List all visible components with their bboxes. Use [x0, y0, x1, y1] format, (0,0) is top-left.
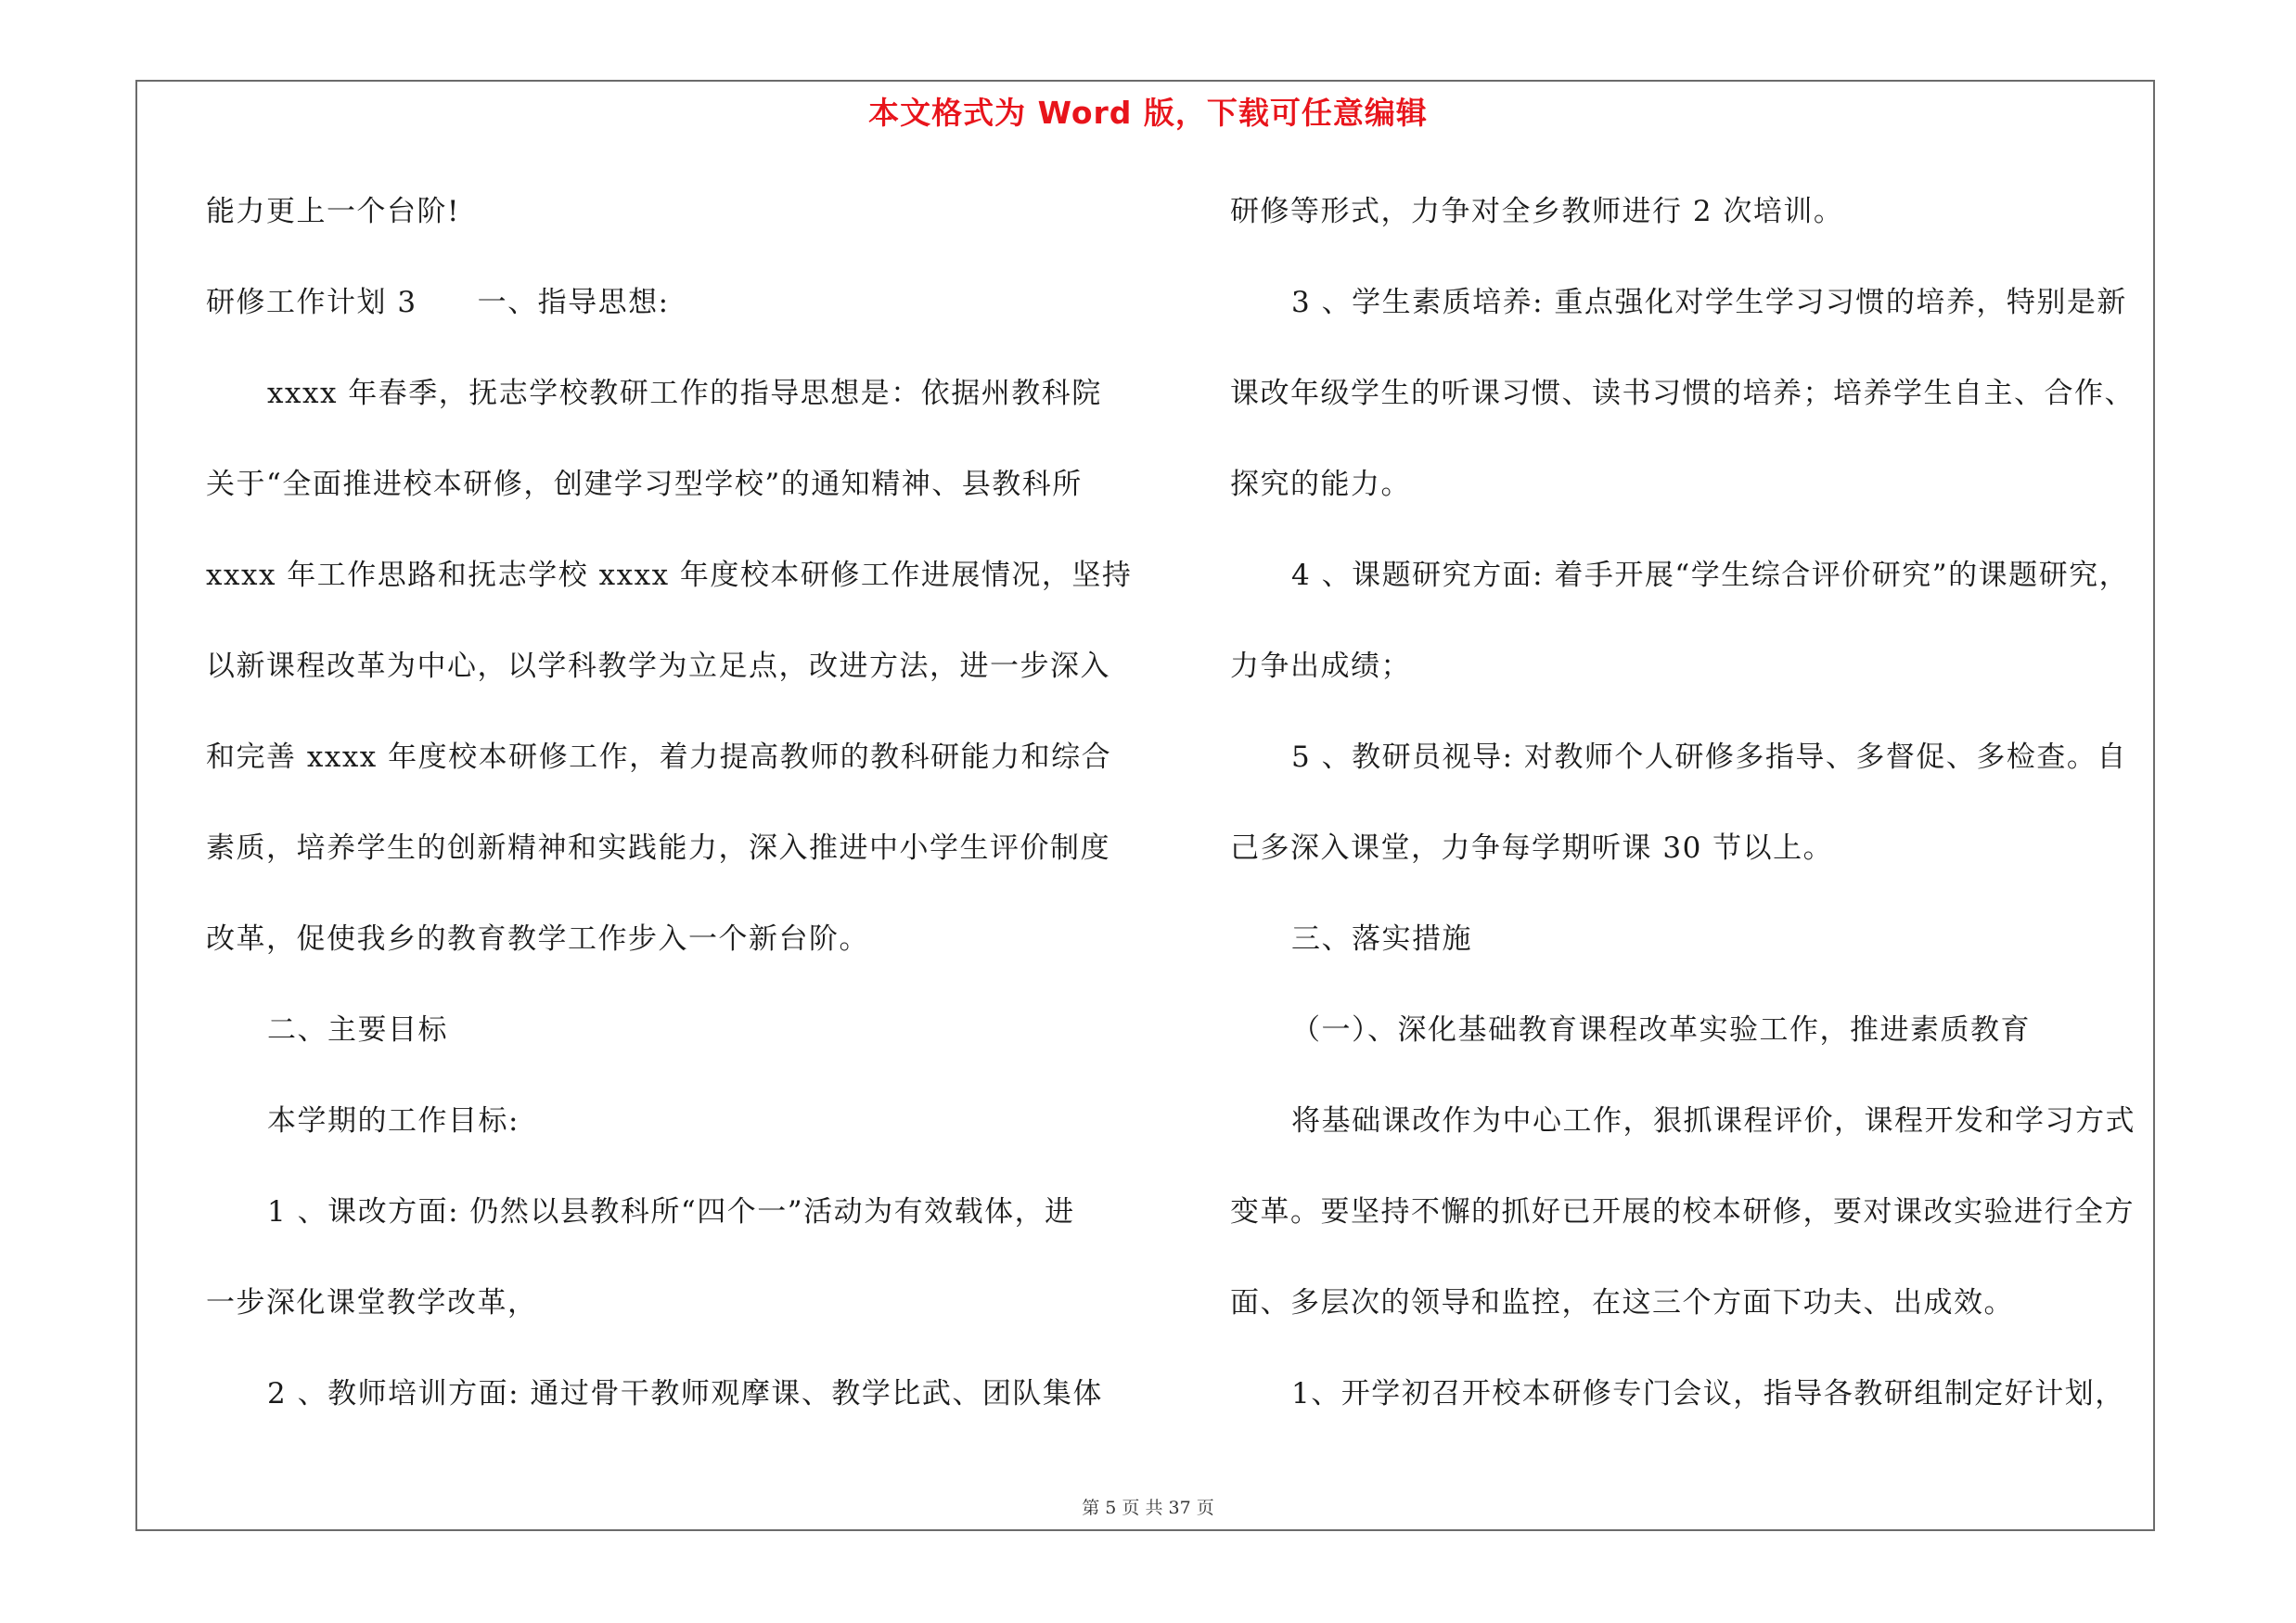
- text-line: 能力更上一个台阶!: [206, 195, 460, 228]
- text-line: 己多深入课堂，力争每学期听课 30 节以上。: [1230, 831, 1834, 865]
- text-line: 改革，促使我乡的教育教学工作步入一个新台阶。: [206, 922, 869, 956]
- text-line: xxxx 年春季，抚志学校教研工作的指导思想是：依据州教科院: [267, 377, 1102, 410]
- text-line: 5 、教研员视导: 对教师个人研修多指导、多督促、多检查。自: [1291, 741, 2127, 774]
- format-banner: 本文格式为 Word 版，下载可任意编辑: [868, 95, 1428, 131]
- text-line: 一步深化课堂教学改革，: [206, 1286, 538, 1320]
- text-line: 研修等形式，力争对全乡教师进行 2 次培训。: [1230, 195, 1844, 228]
- page-footer: 第 5 页 共 37 页: [1082, 1498, 1214, 1518]
- text-line: 三、落实措施: [1291, 922, 1472, 956]
- text-line: 和完善 xxxx 年度校本研修工作，着力提高教师的教科研能力和综合: [206, 741, 1112, 774]
- text-line: 关于“全面推进校本研修，创建学习型学校”的通知精神、县教科所: [206, 468, 1083, 501]
- text-line: 探究的能力。: [1230, 468, 1411, 501]
- text-line: 本学期的工作目标:: [267, 1104, 519, 1138]
- text-line: xxxx 年工作思路和抚志学校 xxxx 年度校本研修工作进展情况，坚持: [206, 559, 1133, 592]
- text-line: （一）、深化基础教育课程改革实验工作，推进素质教育: [1291, 1013, 2031, 1047]
- text-line: 素质，培养学生的创新精神和实践能力，深入推进中小学生评价制度: [206, 831, 1110, 865]
- text-line: 1 、课改方面: 仍然以县教科所“四个一”活动为有效载体，进: [267, 1195, 1075, 1229]
- left-column: [206, 182, 1134, 1455]
- text-line: 以新课程改革为中心，以学科教学为立足点，改进方法，进一步深入: [206, 650, 1110, 683]
- text-line: 面、多层次的领导和监控，在这三个方面下功夫、出成效。: [1230, 1286, 2014, 1320]
- text-line: 将基础课改作为中心工作，狠抓课程评价，课程开发和学习方式: [1291, 1104, 2136, 1138]
- text-line: 二、主要目标: [267, 1013, 448, 1047]
- text-line: 4 、课题研究方面: 着手开展“学生综合评价研究”的课题研究，: [1291, 559, 2130, 592]
- text-line: 力争出成绩；: [1230, 650, 1411, 683]
- text-line: 3 、学生素质培养: 重点强化对学生学习习惯的培养，特别是新: [1291, 286, 2127, 319]
- text-line: 课改年级学生的听课习惯、读书习惯的培养；培养学生自主、合作、: [1230, 377, 2135, 410]
- right-column: [1230, 182, 2167, 1455]
- text-line: 变革。要坚持不懈的抓好已开展的校本研修，要对课改实验进行全方: [1230, 1195, 2135, 1229]
- text-line: 1、开学初召开校本研修专门会议，指导各教研组制定好计划，: [1291, 1377, 2125, 1410]
- text-line: 2 、教师培训方面: 通过骨干教师观摩课、教学比武、团队集体: [267, 1377, 1103, 1410]
- text-line: 研修工作计划 3 一、指导思想:: [206, 286, 670, 319]
